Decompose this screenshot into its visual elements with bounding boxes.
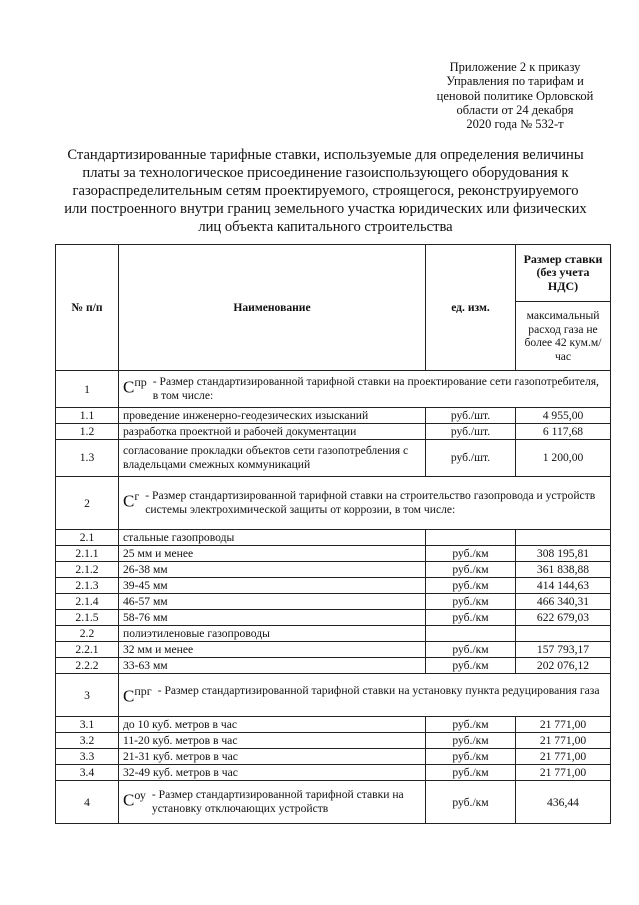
table-row xyxy=(56,424,611,440)
section-title-text: - Размер стандартизированной тарифной ставки на проектирование сети газопотребителя, в том числе: xyxy=(152,375,599,402)
row-name: согласование прокладки объектов сети газопотребления с владельцами смежных коммуникаций xyxy=(119,440,426,477)
section-title-wrap xyxy=(123,684,606,707)
section-title-text: - Размер стандартизированной тарифной ставки на установку пункта редуцирования газа xyxy=(157,683,600,697)
row-name: 32 мм и менее xyxy=(119,642,426,658)
row-value: 466 340,31 xyxy=(516,594,611,610)
row-unit: руб./км xyxy=(426,781,516,824)
row-unit: руб./км xyxy=(426,717,516,733)
table-row xyxy=(56,594,611,610)
row-num: 2.2.2 xyxy=(56,658,119,674)
row-num: 2.1.4 xyxy=(56,594,119,610)
section-title-text: - Размер стандартизированной тарифной ставки на установку отключающих устройств xyxy=(151,788,404,815)
row-num: 2.1.3 xyxy=(56,578,119,594)
row-name: 11-20 куб. метров в час xyxy=(119,733,426,749)
header-name: Наименование xyxy=(119,245,426,371)
rate-symbol-index: пр xyxy=(134,375,147,389)
row-unit xyxy=(426,530,516,546)
table-row xyxy=(56,440,611,477)
section-num: 4 xyxy=(56,781,119,824)
row-num: 1.2 xyxy=(56,424,119,440)
row-value xyxy=(516,626,611,642)
title-line: или построенного внутри границ земельного участка юридических или физических xyxy=(64,201,587,217)
row-value: 1 200,00 xyxy=(516,440,611,477)
row-unit: руб./км xyxy=(426,749,516,765)
row-num: 1.1 xyxy=(56,408,119,424)
rate-symbol: $C^{прг}$ xyxy=(123,683,152,706)
row-value xyxy=(516,530,611,546)
section-title xyxy=(119,781,426,824)
row-value: 414 144,63 xyxy=(516,578,611,594)
row-value: 622 679,03 xyxy=(516,610,611,626)
table-row xyxy=(56,626,611,642)
table-row xyxy=(56,658,611,674)
rate-symbol-index: г xyxy=(134,489,140,503)
row-unit: руб./км xyxy=(426,594,516,610)
row-unit: руб./км xyxy=(426,642,516,658)
row-unit: руб./шт. xyxy=(426,424,516,440)
row-num: 3.4 xyxy=(56,765,119,781)
appendix-line: области от 24 декабря xyxy=(456,102,574,117)
rate-symbol-index: прг xyxy=(134,683,152,698)
row-value: 21 771,00 xyxy=(516,717,611,733)
row-name: 39-45 мм xyxy=(119,578,426,594)
row-value: 21 771,00 xyxy=(516,733,611,749)
title-line: лиц объекта капитального строительства xyxy=(198,219,453,235)
table-row xyxy=(56,717,611,733)
section-num: 2 xyxy=(56,477,119,530)
row-unit: руб./км xyxy=(426,658,516,674)
row-unit: руб./шт. xyxy=(426,440,516,477)
rate-symbol: $C^г$ xyxy=(123,489,140,511)
row-num: 2.1.2 xyxy=(56,562,119,578)
row-name: 33-63 мм xyxy=(119,658,426,674)
appendix-line: 2020 года № 532-т xyxy=(466,117,564,132)
rate-symbol: $C^{оу}$ xyxy=(123,788,146,810)
header-unit: ед. изм. xyxy=(426,245,516,371)
table-row xyxy=(56,733,611,749)
row-name: 32-49 куб. метров в час xyxy=(119,765,426,781)
row-name: стальные газопроводы xyxy=(119,530,426,546)
row-name: до 10 куб. метров в час xyxy=(119,717,426,733)
row-name: 46-57 мм xyxy=(119,594,426,610)
row-unit: руб./км xyxy=(426,546,516,562)
row-value: 21 771,00 xyxy=(516,765,611,781)
row-value: 157 793,17 xyxy=(516,642,611,658)
table-row xyxy=(56,546,611,562)
row-num: 3.1 xyxy=(56,717,119,733)
header-rate: Размер ставки (без учета НДС) xyxy=(516,245,611,302)
title-line: газораспределительным сетям проектируемого, строящегося, реконструируемого xyxy=(72,183,579,199)
row-unit: руб./км xyxy=(426,562,516,578)
section-row xyxy=(56,371,611,408)
row-value: 308 195,81 xyxy=(516,546,611,562)
table-row xyxy=(56,578,611,594)
row-num: 3.3 xyxy=(56,749,119,765)
row-name: 25 мм и менее xyxy=(119,546,426,562)
row-num: 3.2 xyxy=(56,733,119,749)
row-name: 21-31 куб. метров в час xyxy=(119,749,426,765)
row-value: 436,44 xyxy=(516,781,611,824)
row-name: 58-76 мм xyxy=(119,610,426,626)
title-line: платы за технологическое присоединение газоиспользующего оборудования к xyxy=(82,165,569,181)
section-title-text: - Размер стандартизированной тарифной ставки на строительство газопровода и устройств системы электрохимической защиты от коррозии, в том числе: xyxy=(145,489,596,516)
row-name: разработка проектной и рабочей документации xyxy=(119,424,426,440)
document-title xyxy=(48,146,603,236)
appendix-line: Управления по тарифам и xyxy=(446,74,584,89)
section-row xyxy=(56,781,611,824)
table-row xyxy=(56,642,611,658)
section-num: 1 xyxy=(56,371,119,408)
row-num: 2.2 xyxy=(56,626,119,642)
row-num: 2.1.1 xyxy=(56,546,119,562)
row-unit: руб./км xyxy=(426,610,516,626)
row-unit xyxy=(426,626,516,642)
section-title xyxy=(119,477,611,530)
table-body xyxy=(56,371,611,824)
section-title xyxy=(119,371,611,408)
rates-table xyxy=(55,244,611,824)
row-num: 1.3 xyxy=(56,440,119,477)
section-title xyxy=(119,674,611,717)
row-num: 2.1.5 xyxy=(56,610,119,626)
table-row xyxy=(56,749,611,765)
row-num: 2.1 xyxy=(56,530,119,546)
section-row xyxy=(56,477,611,530)
table-row xyxy=(56,562,611,578)
section-num: 3 xyxy=(56,674,119,717)
row-value: 202 076,12 xyxy=(516,658,611,674)
header-rate-sub: максимальный расход газа не более 42 кум.м/час xyxy=(516,302,611,371)
row-num: 2.2.1 xyxy=(56,642,119,658)
appendix-note xyxy=(420,60,610,131)
row-name: 26-38 мм xyxy=(119,562,426,578)
table-row xyxy=(56,408,611,424)
section-title-wrap xyxy=(123,375,606,403)
section-row xyxy=(56,674,611,717)
row-unit: руб./км xyxy=(426,765,516,781)
row-value: 21 771,00 xyxy=(516,749,611,765)
section-title-wrap xyxy=(123,788,421,816)
row-name: полиэтиленовые газопроводы xyxy=(119,626,426,642)
row-name: проведение инженерно-геодезических изысканий xyxy=(119,408,426,424)
section-title-wrap xyxy=(123,489,606,517)
appendix-line: ценовой политике Орловской xyxy=(436,88,594,103)
appendix-line: Приложение 2 к приказу xyxy=(449,60,581,74)
table-row xyxy=(56,530,611,546)
header-num: № п/п xyxy=(56,245,119,371)
row-value: 6 117,68 xyxy=(516,424,611,440)
row-unit: руб./шт. xyxy=(426,408,516,424)
header-row xyxy=(56,245,611,302)
row-unit: руб./км xyxy=(426,733,516,749)
rate-symbol: $C^{пр}$ xyxy=(123,375,147,397)
title-line: Стандартизированные тарифные ставки, используемые для определения величины xyxy=(67,147,584,163)
row-unit: руб./км xyxy=(426,578,516,594)
rate-symbol-index: оу xyxy=(134,788,146,802)
table-row xyxy=(56,765,611,781)
table-row xyxy=(56,610,611,626)
row-value: 4 955,00 xyxy=(516,408,611,424)
row-value: 361 838,88 xyxy=(516,562,611,578)
